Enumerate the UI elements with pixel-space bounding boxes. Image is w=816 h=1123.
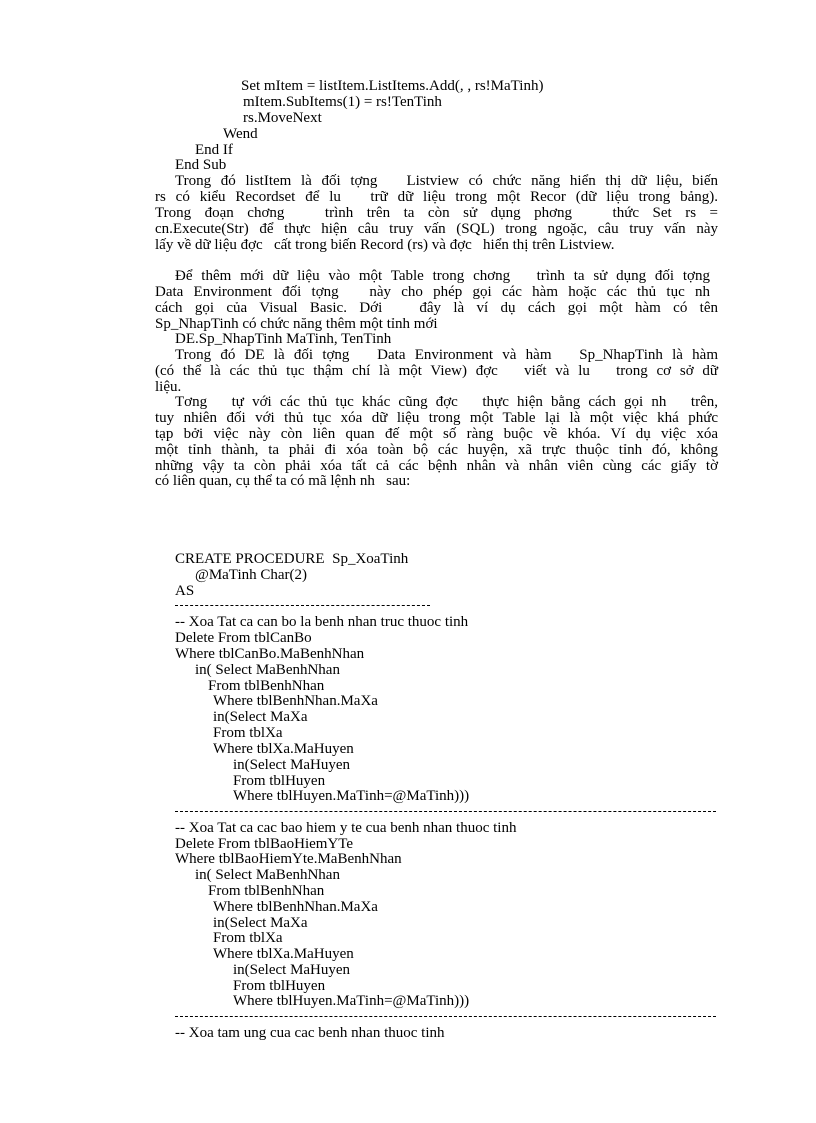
paragraph-line: liệu. bbox=[155, 379, 182, 395]
paragraph-line: (có thể là các thủ tục thậm chí là một View) đợc viết và lu trong cơ sở dữ bbox=[155, 363, 718, 379]
sql-line: in( Select MaBenhNhan bbox=[195, 867, 340, 883]
sql-line: Where tblHuyen.MaTinh=@MaTinh))) bbox=[233, 993, 470, 1009]
sql-line: Where tblXa.MaHuyen bbox=[213, 946, 354, 962]
sql-line: Where tblXa.MaHuyen bbox=[213, 741, 354, 757]
sql-line: Delete From tblCanBo bbox=[175, 630, 312, 646]
paragraph-line: lấy về dữ liệu đợc cất trong biến Record (rs) và đợc hiển thị trên Listview. bbox=[155, 237, 615, 253]
paragraph-line: một tỉnh thành, ta phải đi xóa toàn bộ các huyện, xã trực thuộc tỉnh đó, không bbox=[155, 442, 718, 458]
sql-line: in(Select MaXa bbox=[213, 709, 308, 725]
sql-line: From tblXa bbox=[213, 725, 283, 741]
sql-line: Where tblCanBo.MaBenhNhan bbox=[175, 646, 365, 662]
sql-line: Delete From tblBaoHiemYTe bbox=[175, 836, 354, 852]
vb-code-line: Set mItem = listItem.ListItems.Add(, , rs!MaTinh) bbox=[241, 78, 544, 94]
sql-line: From tblHuyen bbox=[233, 773, 326, 789]
paragraph-line: Tơng tự với các thủ tục khác cũng đợc thực hiện bằng cách gọi nh trên, bbox=[175, 394, 718, 410]
dashed-separator bbox=[175, 1016, 716, 1017]
sql-line: From tblHuyen bbox=[233, 978, 326, 994]
vb-code-line: mItem.SubItems(1) = rs!TenTinh bbox=[243, 94, 442, 110]
sql-line: AS bbox=[175, 583, 195, 599]
paragraph-line: Data Environment đối tợng này cho phép gọi các hàm hoặc các thủ tục nh bbox=[155, 284, 710, 300]
sql-line: From tblXa bbox=[213, 930, 283, 946]
sql-line: in(Select MaHuyen bbox=[233, 757, 351, 773]
paragraph-line: có liên quan, cụ thể ta có mã lệnh nh sau: bbox=[155, 473, 411, 489]
sql-line: @MaTinh Char(2) bbox=[195, 567, 308, 583]
sql-line: From tblBenhNhan bbox=[208, 883, 325, 899]
sql-line: in(Select MaXa bbox=[213, 915, 308, 931]
paragraph-line: cn.Execute(Str) để thực hiện câu truy vấn (SQL) trong ngoặc, câu truy vấn này bbox=[155, 221, 718, 237]
paragraph-line: Trong đó listItem là đối tợng Listview có chức năng hiển thị dữ liệu, biến bbox=[175, 173, 718, 189]
sql-line: Where tblBenhNhan.MaXa bbox=[213, 899, 378, 915]
de-call-line: DE.Sp_NhapTinh MaTinh, TenTinh bbox=[175, 331, 392, 347]
sql-comment: -- Xoa Tat ca cac bao hiem y te cua benh nhan thuoc tinh bbox=[175, 820, 517, 836]
paragraph-line: những vậy ta còn phải xóa tất cả các bệnh nhân và nhân viên cùng các giấy tờ bbox=[155, 458, 718, 474]
sql-line: CREATE PROCEDURE Sp_XoaTinh bbox=[175, 551, 409, 567]
sql-line: Where tblHuyen.MaTinh=@MaTinh))) bbox=[233, 788, 470, 804]
dashed-separator bbox=[175, 811, 716, 812]
paragraph-line: rs có kiểu Recordset để lu trữ dữ liệu trong một Recor (dữ liệu trong bảng). bbox=[155, 189, 718, 205]
paragraph-line: Sp_NhapTinh có chức năng thêm một tỉnh mới bbox=[155, 316, 438, 332]
sql-comment: -- Xoa Tat ca can bo la benh nhan truc thuoc tinh bbox=[175, 614, 469, 630]
vb-code-line: End Sub bbox=[175, 157, 227, 173]
paragraph-line: tuy nhiên đối với thủ tục xóa dữ liệu trong một Table lại là một việc khá phức bbox=[155, 410, 718, 426]
vb-code-line: rs.MoveNext bbox=[243, 110, 322, 126]
sql-line: Where tblBaoHiemYte.MaBenhNhan bbox=[175, 851, 402, 867]
paragraph-line: tạp bởi việc này còn liên quan đế một số ràng buộc về khóa. Ví dụ việc xóa bbox=[155, 426, 718, 442]
vb-code-line: End If bbox=[195, 142, 233, 158]
sql-line: From tblBenhNhan bbox=[208, 678, 325, 694]
paragraph-line: Trong đoạn chơng trình trên ta còn sử dụng phơng thức Set rs = bbox=[155, 205, 718, 221]
sql-line: Where tblBenhNhan.MaXa bbox=[213, 693, 378, 709]
sql-line: in( Select MaBenhNhan bbox=[195, 662, 340, 678]
sql-line: in(Select MaHuyen bbox=[233, 962, 351, 978]
sql-comment: -- Xoa tam ung cua cac benh nhan thuoc tinh bbox=[175, 1025, 445, 1041]
paragraph-line: Trong đó DE là đối tợng Data Environment và hàm Sp_NhapTinh là hàm bbox=[175, 347, 718, 363]
dashed-separator bbox=[175, 605, 430, 606]
paragraph-line: Để thêm mới dữ liệu vào một Table trong chơng trình ta sử dụng đối tợng bbox=[175, 268, 710, 284]
paragraph-line: cách gọi của Visual Basic. Dới đây là ví dụ cách gọi một hàm có tên bbox=[155, 300, 718, 316]
vb-code-line: Wend bbox=[223, 126, 258, 142]
